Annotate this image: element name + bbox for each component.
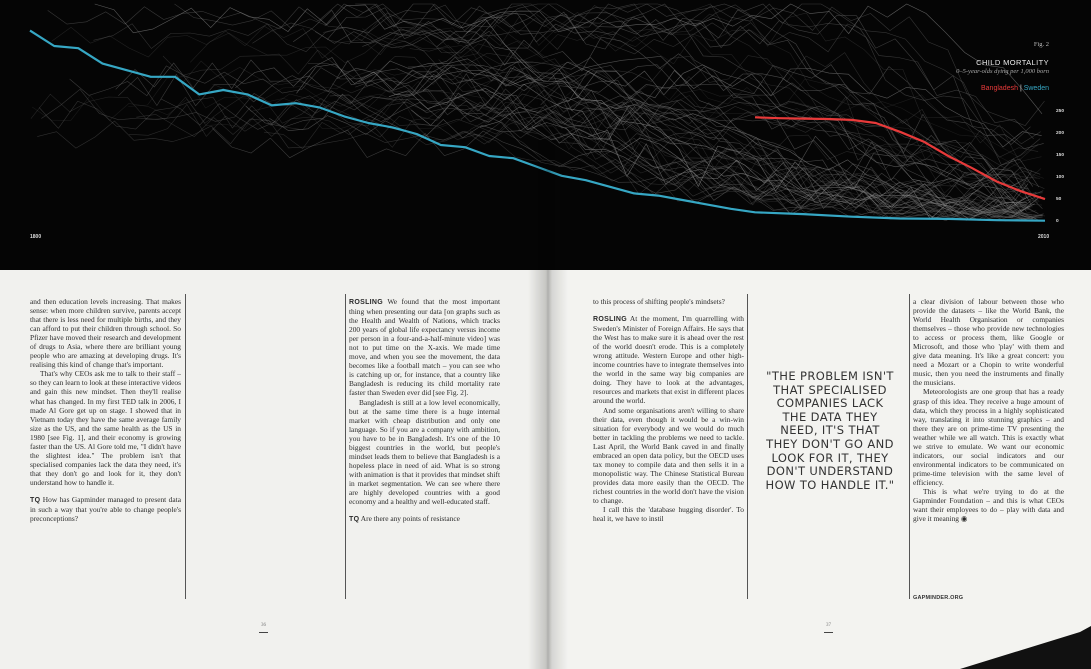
column-rule — [345, 294, 346, 599]
right-column-2 — [913, 297, 1064, 523]
legend-separator: | — [1019, 85, 1024, 92]
right-column-1 — [593, 297, 744, 523]
y-tick: 50 — [1056, 197, 1062, 202]
paragraph: a clear division of labour between those who provide the datasets – like the World Bank, the World Health Organisation or companies themselves – those who provide new technologies to access or process them, like Google or Microsoft, and those who 'play' with them and give data meaning. It's like a great concert: you need a Mozart or a Chopin to write wonderful music, then you need the instruments and finally the musicians. — [913, 297, 1064, 388]
page-number-right: 37 — [826, 623, 831, 628]
column-rule — [185, 294, 186, 599]
chart-legend — [981, 85, 1049, 92]
left-column-2 — [349, 297, 500, 524]
pull-quote: "THE PROBLEM ISN'T THAT SPECIALISED COMPANIES LACK THE DATA THEY NEED, IT'S THAT THEY DON'T GO AND LOOK FOR IT, THEY DON'T UNDERSTAND HOW TO HANDLE IT." — [765, 369, 895, 492]
paragraph-text: This is what we're trying to do at the Gapminder Foundation – and this is what CEOs want their employees to do – play with data and give it meaning — [913, 486, 1064, 524]
paragraph: to this process of shifting people's mindsets? — [593, 297, 725, 306]
y-tick: 0 — [1056, 219, 1059, 224]
chart-subtitle: 0–5-year-olds dying per 1,000 born — [956, 68, 1049, 75]
answer-text: We found that the most important thing when presenting our data [on graphs such as the Health and Wealth of Nations, which tracks 200 years of global life expectancy versus income per person in a four-and-a-half-minute video] was not to put time on the X-axis. We made time move, and when you see the movement, the data becomes like a football match – you can see who is catching up or, for instance, that a country like Bangladesh is reducing its child mortality rate faster than Sweden ever did [see Fig. 2]. — [349, 297, 500, 398]
answer-text: At the moment, I'm quarrelling with Sweden's Minister of Foreign Affairs. He says that the West has to make sure it is ahead over the rest of the world doesn't erode. This is a completely wrong attitude. Western Europe and other high-income countries have to integrate themselves into the world in the same way big companies are doing. They have to look at the advantages, resources and markets that exist in different places around the world. — [593, 314, 744, 406]
speaker-tag: ROSLING — [349, 299, 383, 306]
paragraph: And some organisations aren't willing to share their data, even though it would be a win-win situation for everybody and we would do much better in tackling the problems we need to tackle. Last April, the World Bank caved in and finally embraced an open data policy, but the OECD uses tax money to compile data and then sells it in a monopolistic way. The Chinese Statistical Bureau provides data more easily than the OECD. The richest countries in the world don't have the vision to change. — [593, 405, 744, 505]
question-text: How has Gapminder managed to present data in such a way that you're able to change people's preconceptions? — [30, 494, 181, 524]
background-country-line — [163, 50, 1033, 211]
answer — [593, 314, 744, 405]
paragraph: Meteorologists are one group that has a ready grasp of this idea. They receive a huge amount of data, which they process in a highly sophisticated way, translating it into stunning graphics – and there they are on prime-time TV presenting the weather while we all watch. This is exactly what we strive to emulate. We want our economic indicators, our social indicators and our environmental indicators to be communicated on prime-time television with the same level of efficiency. — [913, 387, 1064, 487]
question — [349, 514, 500, 524]
y-tick: 250 — [1056, 109, 1065, 114]
paragraph: Bangladesh is still at a low level economically, but at the same time there is a huge internal market with cheap distribution and only one language. So if you are a company with ambition, you have to be in Bangladesh. It's one of the 10 biggest countries in the world, but people's mindset leads them to believe that Bangladesh is a hopeless place in need of aid. What is so strong with animation is that it provides that mindset shift in market segmentation. We can see where there are highly developed countries with a good economy and a healthy and well-educated staff. — [349, 397, 500, 507]
legend-sweden: Sweden — [1023, 85, 1049, 92]
legend-bangladesh: Bangladesh — [981, 85, 1018, 92]
y-tick: 150 — [1056, 153, 1065, 158]
paragraph: That's why CEOs ask me to talk to their staff – so they can learn to look at these interactive videos and gain this new mindset. Then they'll realise what has changed. In my first TED talk in 2006, I made Al Gore get up on stage. I showed that in Vietnam today they have the same average family size as the US, and the same health as the US in 1980 [see Fig. 1], and their economy is growing faster than the US. Al Gore told me, "I didn't have the slightest idea." The problem isn't that specialised companies lack the data they need, it's that they don't go and look for it, they don't understand how to handle it. — [30, 369, 181, 487]
y-tick: 200 — [1056, 131, 1065, 136]
x-tick-start: 1800 — [30, 234, 42, 240]
page-number-bar — [824, 632, 833, 633]
speaker-tag: TQ — [349, 516, 360, 524]
background-country-line — [190, 33, 1041, 201]
paragraph: I call this the 'database hugging disorder'. To heal it, we have to instil — [593, 505, 744, 524]
page-number-bar — [259, 632, 268, 633]
column-rule — [909, 294, 910, 599]
page-number-left: 36 — [261, 623, 266, 628]
gapminder-link[interactable]: GAPMINDER.ORG — [913, 595, 964, 601]
ribbon-bookmark-icon — [960, 626, 1091, 669]
question — [30, 495, 181, 523]
x-tick-end: 2010 — [1038, 234, 1050, 240]
speaker-tag: ROSLING — [593, 316, 627, 324]
chart-title: CHILD MORTALITY — [976, 58, 1049, 67]
page-gutter-shadow — [528, 0, 568, 669]
column-rule — [747, 294, 748, 599]
end-mark-icon: ◉ — [960, 514, 968, 524]
background-country-line — [136, 114, 1045, 219]
speaker-tag: TQ — [30, 496, 41, 504]
figure-label: Fig. 2 — [1033, 41, 1049, 48]
paragraph: and then education levels increasing. That makes sense: when more children survive, parents accept that there is less need for multiple births, and they can afford to put their children through school. So Pfizer have moved their research and development of drugs to Asia, where there are brilliant young people who are amazing at developing drugs. It's realising this kind of change that's important. — [30, 297, 181, 370]
y-tick: 100 — [1056, 175, 1065, 180]
question-text: Are there any points of resistance — [360, 514, 460, 524]
paragraph — [913, 487, 1064, 523]
left-column-1 — [30, 297, 181, 523]
answer — [349, 297, 500, 398]
